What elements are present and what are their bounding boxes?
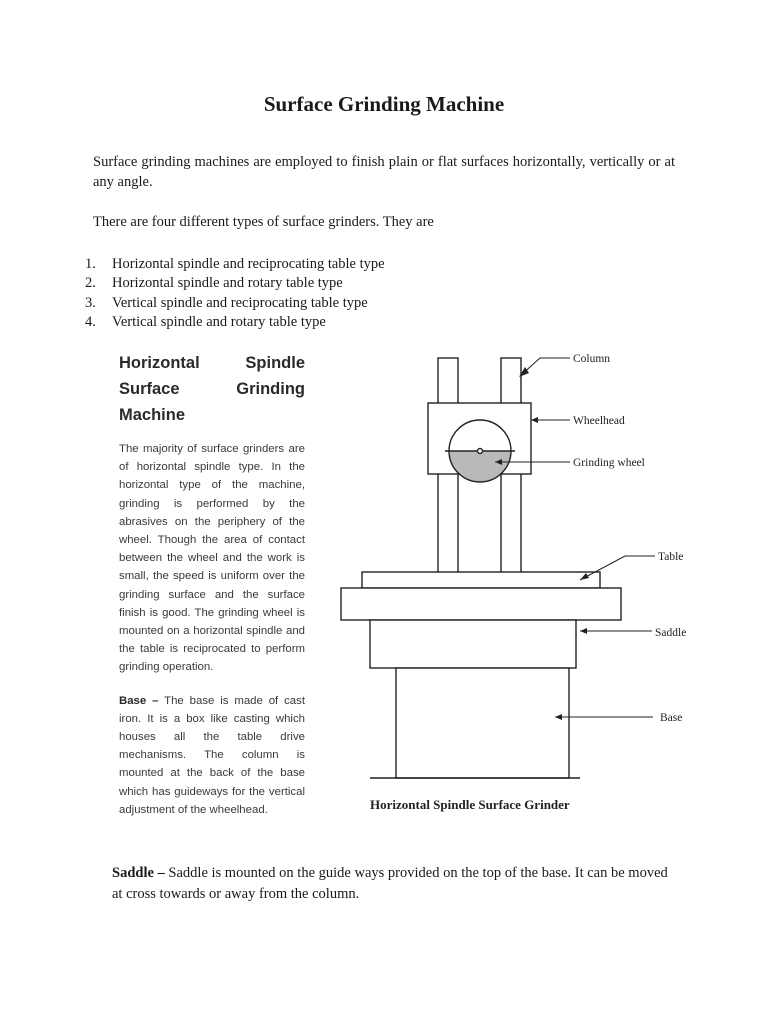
base-block: [396, 668, 569, 778]
label-table: Table: [658, 551, 684, 563]
list-item-text: Horizontal spindle and rotary table type: [112, 275, 343, 292]
list-number: 3.: [85, 294, 96, 311]
wheelhead-arrow: [531, 417, 538, 423]
grinder-diagram: [330, 345, 710, 820]
sidebar-title-line: Machine: [119, 406, 186, 424]
base-term: Base –: [119, 694, 159, 707]
list-item: [85, 255, 385, 274]
list-item: [85, 294, 385, 313]
sidebar-title: [119, 350, 305, 428]
saddle-paragraph: [112, 863, 675, 904]
intro-paragraph: Surface grinding machines are employed to finish plain or flat surfaces horizontally, vertically or at any angle.: [93, 154, 675, 190]
saddle-block: [370, 620, 576, 668]
table-top: [362, 572, 600, 588]
base-description: [119, 692, 305, 819]
list-number: 2.: [85, 275, 96, 292]
list-item: [85, 274, 385, 293]
label-grinding-wheel: Grinding wheel: [573, 457, 645, 469]
figure-caption: Horizontal Spindle Surface Grinder: [370, 797, 570, 812]
grinder-types-list: [85, 255, 385, 332]
label-column: Column: [573, 353, 611, 365]
base-text: The base is made of cast iron. It is a box like casting which houses all the table drive mechanisms. The column is mounted at the back of the base which has guideways for the vertical adjustment of the wheelhead.: [119, 694, 305, 816]
list-item: [85, 313, 385, 332]
sidebar-title-line: Horizontal Spindle: [119, 354, 305, 372]
sidebar-title-line: Surface Grinding: [119, 380, 305, 398]
wheel-spindle: [478, 449, 483, 454]
label-saddle: Saddle: [655, 627, 687, 639]
table-body: [341, 588, 621, 620]
types-intro-paragraph: There are four different types of surface grinders. They are: [93, 214, 434, 230]
list-number: 1.: [85, 256, 96, 272]
grinder-diagram-svg: [330, 345, 710, 820]
label-base: Base: [660, 712, 683, 724]
saddle-text: Saddle is mounted on the guide ways provided on the top of the base. It can be moved at cross towards or away from the column.: [112, 865, 668, 902]
saddle-arrow: [580, 628, 587, 634]
label-wheelhead: Wheelhead: [573, 415, 625, 427]
list-number: 4.: [85, 313, 96, 330]
saddle-term: Saddle –: [112, 865, 165, 881]
sidebar-section: [119, 350, 305, 819]
sidebar-body: The majority of surface grinders are of horizontal spindle type. In the horizontal type of the machine, grinding is performed by the abrasives on the periphery of the wheel. Though the area of contact between the wheel and the work is small, the speed is uniform over the grinding surface and the surface finish is good. The grinding wheel is mounted on a horizontal spindle and the table is reciprocated to perform grinding operation.: [119, 443, 305, 674]
list-item-text: Vertical spindle and reciprocating table type: [112, 294, 368, 311]
list-item-text: Vertical spindle and rotary table type: [112, 313, 326, 330]
page-title: Surface Grinding Machine: [263, 92, 505, 116]
list-item-text: Horizontal spindle and reciprocating table type: [112, 256, 385, 272]
